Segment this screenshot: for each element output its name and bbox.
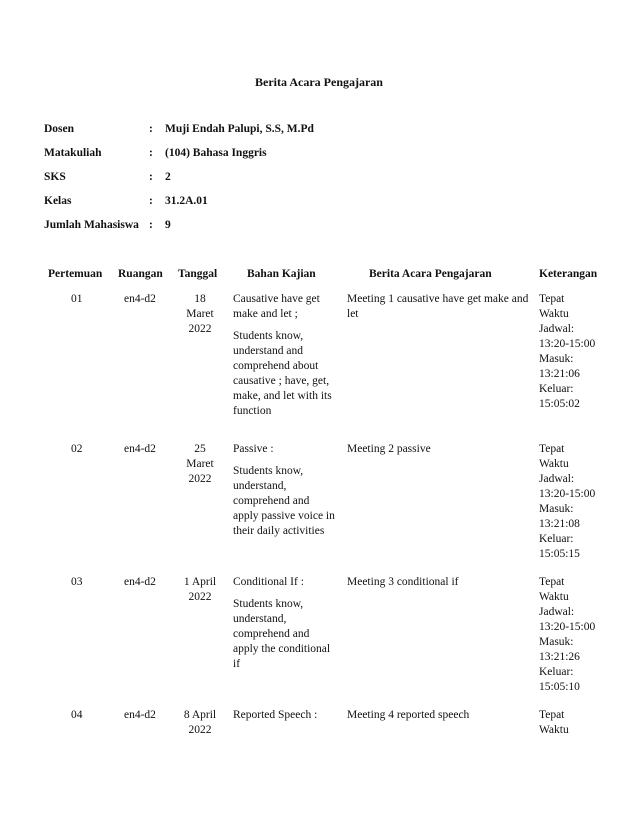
info-value: Muji Endah Palupi, S.S, M.Pd	[165, 123, 314, 135]
bahan-title: Passive :	[233, 443, 274, 455]
keterangan-line: Keluar:	[539, 383, 574, 395]
column-header-berita-acara: Berita Acara Pengajaran	[369, 268, 492, 280]
document-title: Berita Acara Pengajaran	[255, 75, 383, 89]
cell-pertemuan: 01	[71, 293, 83, 305]
cell-bahan-kajian	[233, 442, 335, 539]
tanggal-line: 8 April	[183, 709, 217, 721]
tanggal-line: 1 April	[183, 576, 217, 588]
tanggal-line: 2022	[188, 724, 212, 736]
cell-pertemuan: 04	[71, 709, 83, 721]
info-separator: :	[149, 147, 153, 159]
bahan-desc: Students know, understand, comprehend and apply the conditional if	[233, 598, 331, 670]
tanggal-line: 2022	[188, 591, 212, 603]
cell-berita-acara: Meeting 2 passive	[347, 443, 431, 455]
cell-tanggal	[176, 442, 224, 487]
cell-pertemuan: 03	[71, 576, 83, 588]
info-value: 2	[165, 171, 171, 183]
info-separator: :	[149, 195, 153, 207]
keterangan-line: 13:20-15:00	[539, 338, 596, 350]
bahan-desc: Students know, understand, comprehend and apply passive voice in their daily activities	[233, 465, 335, 537]
keterangan-line: Masuk:	[539, 353, 574, 365]
info-value: (104) Bahasa Inggris	[165, 147, 267, 159]
tanggal-line: 2022	[188, 473, 212, 485]
keterangan-line: 13:20-15:00	[539, 488, 596, 500]
cell-bahan-kajian	[233, 575, 335, 672]
keterangan-line: Tepat	[539, 576, 565, 588]
info-separator: :	[149, 171, 153, 183]
cell-ruangan: en4-d2	[124, 293, 156, 305]
info-value: 31.2A.01	[165, 195, 208, 207]
keterangan-line: Tepat	[539, 443, 565, 455]
column-header-pertemuan: Pertemuan	[48, 268, 103, 280]
keterangan-line: Jadwal:	[539, 323, 575, 335]
tanggal-line: Maret	[186, 458, 214, 470]
cell-keterangan	[539, 708, 619, 738]
bahan-title: Causative have get make and let ;	[233, 293, 320, 320]
cell-keterangan	[539, 442, 619, 562]
tanggal-line: 2022	[188, 323, 212, 335]
cell-berita-acara: Meeting 4 reported speech	[347, 709, 470, 721]
keterangan-line: 13:21:26	[539, 651, 580, 663]
keterangan-line: 13:20-15:00	[539, 621, 596, 633]
cell-berita-acara: Meeting 3 conditional if	[347, 576, 459, 588]
keterangan-line: Waktu	[539, 458, 569, 470]
keterangan-line: Keluar:	[539, 666, 574, 678]
tanggal-line: 25	[194, 443, 206, 455]
column-header-ruangan: Ruangan	[118, 268, 163, 280]
cell-berita-acara: Meeting 1 causative have get make and let	[347, 293, 529, 320]
cell-keterangan	[539, 575, 619, 695]
cell-keterangan	[539, 292, 619, 412]
keterangan-line: 15:05:15	[539, 548, 580, 560]
column-header-tanggal: Tanggal	[178, 268, 218, 280]
cell-ruangan: en4-d2	[124, 576, 156, 588]
tanggal-line: 18	[194, 293, 206, 305]
info-value: 9	[165, 219, 171, 231]
keterangan-line: Waktu	[539, 591, 569, 603]
cell-pertemuan: 02	[71, 443, 83, 455]
keterangan-line: Jadwal:	[539, 473, 575, 485]
keterangan-line: Masuk:	[539, 636, 574, 648]
column-header-keterangan: Keterangan	[539, 268, 598, 280]
keterangan-line: Tepat	[539, 709, 565, 721]
info-label: Matakuliah	[44, 147, 102, 159]
bahan-desc: Students know, understand and comprehend about causative ; have, get, make, and let with its function	[233, 330, 332, 417]
keterangan-line: Keluar:	[539, 533, 574, 545]
cell-tanggal	[176, 292, 224, 337]
keterangan-line: 13:21:06	[539, 368, 580, 380]
column-header-bahan-kajian: Bahan Kajian	[247, 268, 316, 280]
info-label: Jumlah Mahasiswa	[44, 219, 139, 231]
keterangan-line: Tepat	[539, 293, 565, 305]
bahan-title: Conditional If :	[233, 576, 304, 588]
keterangan-line: Waktu	[539, 308, 569, 320]
cell-ruangan: en4-d2	[124, 443, 156, 455]
keterangan-line: 13:21:08	[539, 518, 580, 530]
info-separator: :	[149, 219, 153, 231]
info-label: SKS	[44, 171, 66, 183]
keterangan-line: 15:05:10	[539, 681, 580, 693]
keterangan-line: Masuk:	[539, 503, 574, 515]
info-separator: :	[149, 123, 153, 135]
info-label: Kelas	[44, 195, 72, 207]
cell-tanggal	[176, 575, 224, 605]
cell-bahan-kajian	[233, 708, 343, 723]
bahan-title: Reported Speech :	[233, 709, 318, 721]
keterangan-line: Waktu	[539, 724, 569, 736]
info-label: Dosen	[44, 123, 75, 135]
cell-bahan-kajian	[233, 292, 335, 419]
keterangan-line: 15:05:02	[539, 398, 580, 410]
cell-ruangan: en4-d2	[124, 709, 156, 721]
keterangan-line: Jadwal:	[539, 606, 575, 618]
tanggal-line: Maret	[186, 308, 214, 320]
cell-tanggal	[176, 708, 224, 738]
